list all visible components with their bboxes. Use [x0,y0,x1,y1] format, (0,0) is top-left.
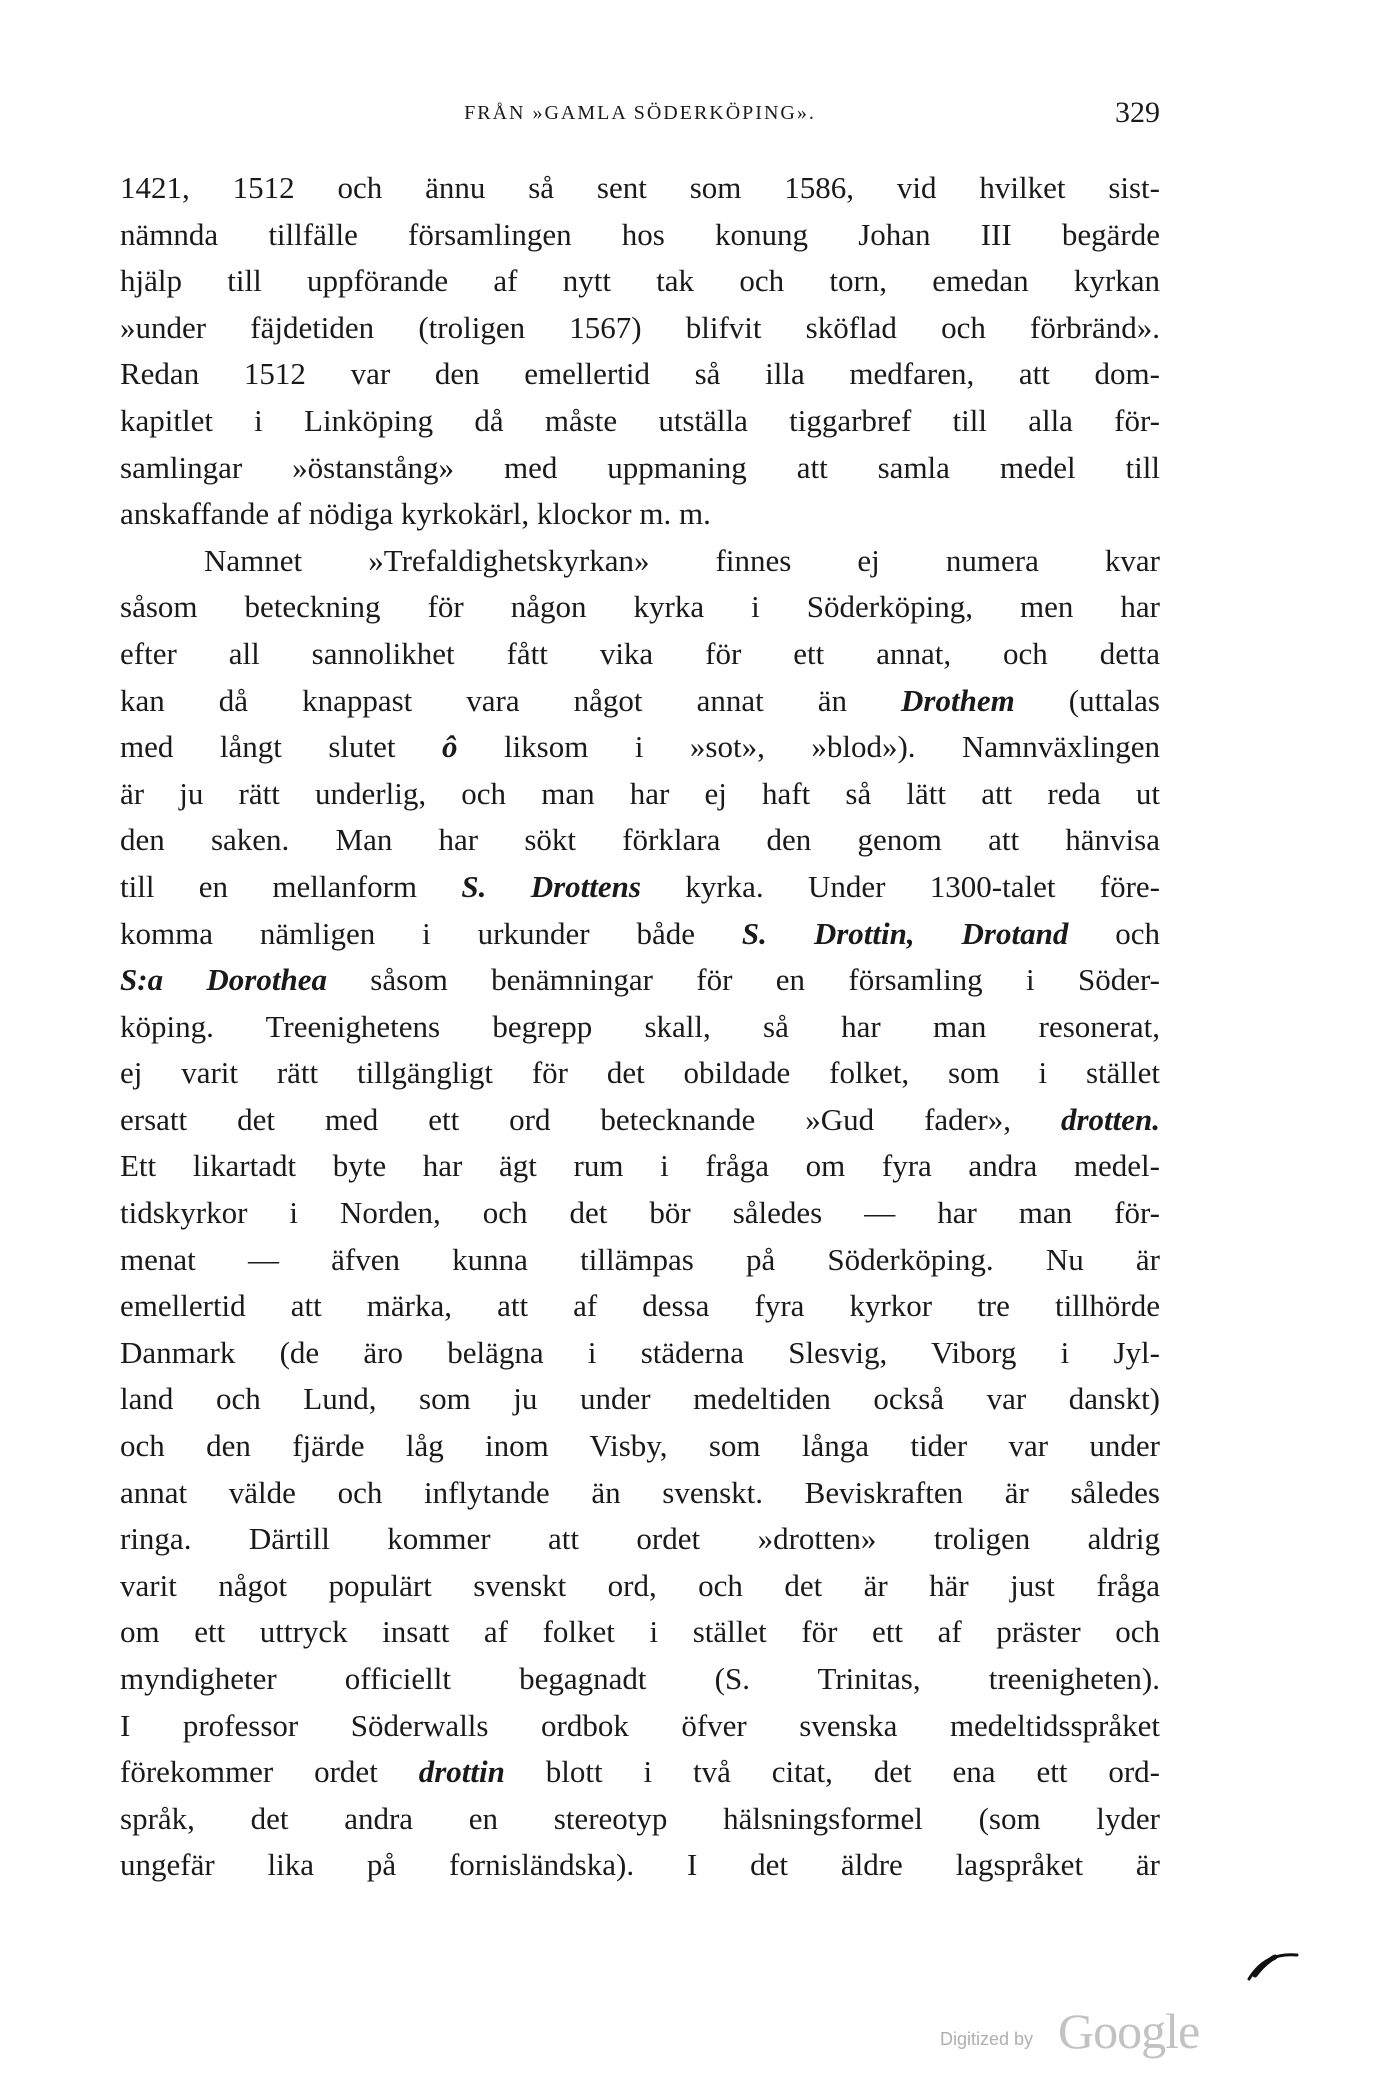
text-line: emellertid att märka, att af dessa fyra kyrkor tre tillhörde [120,1288,1160,1324]
text-line: kapitlet i Linköping då måste utställa tiggarbref till alla för- [120,402,1160,438]
text-line: och den fjärde låg inom Visby, som långa tider var under [120,1428,1160,1464]
text-line: I professor Söderwalls ordbok öfver svenska medeltidsspråket [120,1707,1160,1743]
text-line: köping. Treenighetens begrepp skall, så har man resonerat, [120,1008,1160,1044]
text-line: land och Lund, som ju under medeltiden också var danskt) [120,1381,1160,1417]
italic-term: Drothem [901,682,1015,718]
text-line: efter all sannolikhet fått vika för ett annat, och detta [120,635,1160,671]
italic-term: S. Drottens [461,868,641,904]
italic-term: ô [441,729,458,765]
text-line: varit något populärt svenskt ord, och det är här just fråga [120,1567,1160,1603]
text-line: Redan 1512 var den emellertid så illa medfaren, att dom- [120,356,1160,392]
text-line: »under fäjdetiden (troligen 1567) blifvit sköflad och förbränd». [120,309,1160,345]
text-line [120,1749,1160,1796]
text-line [120,724,1160,771]
text-line: Ett likartadt byte har ägt rum i fråga om fyra andra medel- [120,1148,1160,1184]
text-line: nämnda tillfälle församlingen hos konung Johan III begärde [120,216,1160,252]
text-line: annat välde och inflytande än svenskt. Beviskraften är således [120,1474,1160,1510]
text-segment: kyrka. Under 1300-talet före- [640,868,1160,904]
text-line: anskaffande af nödiga kyrkokärl, klockor m. m. [120,496,711,532]
text-line: Danmark (de äro belägna i städerna Slesvig, Viborg i Jyl- [120,1334,1160,1370]
text-line: Namnet »Trefaldighetskyrkan» finnes ej numera kvar [204,542,1160,578]
body-text [120,165,1160,1889]
text-line [120,678,1160,725]
italic-term: drottin [418,1754,505,1790]
text-segment: såsom benämningar för en församling i Söder- [326,962,1160,998]
text-line: samlingar »östanstång» med uppmaning att samla medel till [120,449,1160,485]
text-line: myndigheter officiellt begagnadt (S. Trinitas, treenigheten). [120,1661,1160,1696]
text-segment: med långt slutet [120,729,442,765]
text-line: om ett uttryck insatt af folket i stället för ett af präster och [120,1614,1160,1650]
italic-term: S. Drottin, Drotand [741,915,1069,951]
text-line: såsom beteckning för någon kyrka i Söderköping, men har [120,589,1160,625]
text-line: är ju rätt underlig, och man har ej haft så lätt att reda ut [120,775,1160,811]
text-line: ej varit rätt tillgängligt för det obildade folket, som i stället [120,1055,1160,1091]
text-line [120,1097,1160,1144]
page-header [120,96,1160,136]
text-line: ringa. Därtill kommer att ordet »drotten» troligen aldrig [120,1521,1160,1557]
pen-stroke-mark [1245,1945,1305,1985]
text-segment: liksom i »sot», »blod»). Namnväxlingen [457,729,1160,765]
text-line: 1421, 1512 och ännu så sent som 1586, vid hvilket sist- [120,170,1160,205]
digitized-by-label: Digitized by [940,2029,1034,2049]
text-segment: kan då knappast vara något annat än [120,682,902,718]
text-line: tidskyrkor i Norden, och det bör således — har man för- [120,1195,1160,1231]
italic-term: S:a Dorothea [120,962,327,998]
text-segment: blott i två citat, det ena ett ord- [504,1754,1160,1790]
text-segment: förekommer ordet [120,1754,419,1790]
text-segment: komma nämligen i urkunder både [120,915,742,951]
google-logo: Google [1058,2003,1200,2059]
text-segment: (uttalas [1014,682,1160,718]
text-line: den saken. Man har sökt förklara den genom att hänvisa [120,822,1160,858]
text-line: ungefär lika på fornisländska). I det äldre lagspråket är [120,1847,1160,1883]
text-line: menat — äfven kunna tillämpas på Söderköping. Nu är [120,1241,1160,1277]
text-segment: ersatt det med ett ord betecknande »Gud fader», [120,1101,1061,1137]
italic-term: drotten. [1060,1101,1160,1137]
running-head: FRÅN »GAMLA SÖDERKÖPING». [464,102,816,124]
text-line: språk, det andra en stereotyp hälsningsformel (som lyder [120,1800,1160,1836]
text-segment: till en mellanform [120,868,462,904]
text-line [120,864,1160,911]
text-line: hjälp till uppförande af nytt tak och torn, emedan kyrkan [120,263,1160,299]
text-line [120,957,1160,1004]
text-line [120,911,1160,958]
page-number: 329 [1115,96,1160,129]
digitized-by-google-watermark [940,2000,1240,2060]
text-segment: och [1068,915,1160,951]
